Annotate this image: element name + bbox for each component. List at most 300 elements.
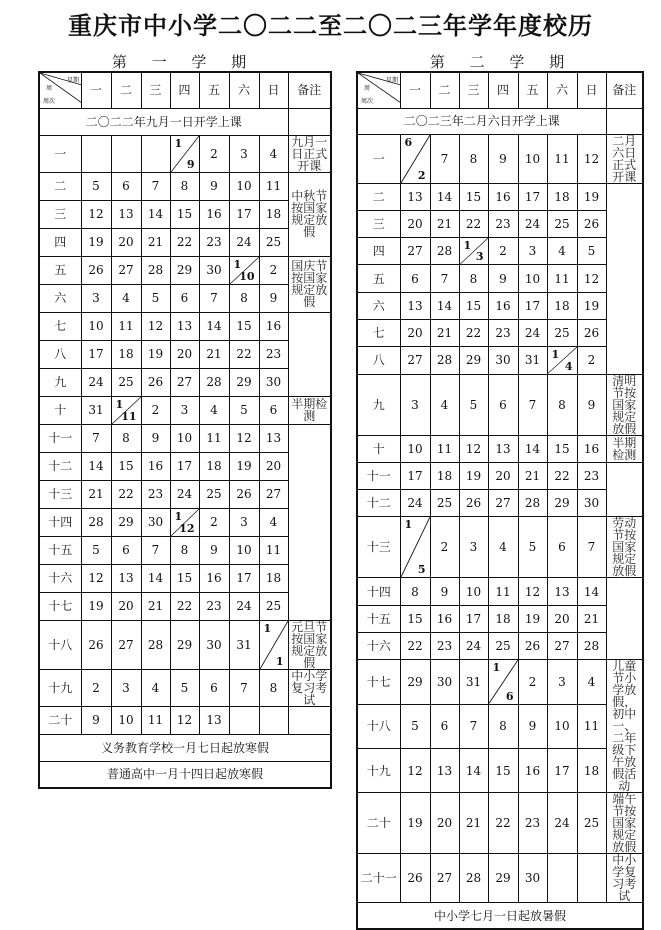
date-cell: 12 (170, 706, 199, 734)
week-row (357, 238, 643, 265)
weekday-header: 四 (170, 72, 199, 108)
week-row (357, 462, 643, 489)
week-row (39, 284, 331, 312)
date-cell: 19 (577, 183, 606, 210)
date-cell: 10 (170, 424, 199, 452)
date-cell: 12 (81, 564, 111, 592)
date-cell: 8 (170, 172, 199, 200)
date-cell: 23 (199, 228, 229, 256)
date-cell: 23 (141, 480, 170, 508)
week-number: 一 (39, 135, 81, 172)
week-row (39, 396, 331, 424)
date-cell: 31 (229, 620, 259, 669)
date-cell: 9 (141, 424, 170, 452)
weekday-header: 二 (430, 72, 459, 108)
date-cell: 6 (430, 704, 459, 748)
remark-cell: 端午节按国家规定放假 (606, 793, 643, 854)
month-number: 1 (275, 654, 284, 668)
date-cell: 30 (518, 854, 547, 903)
week-number: 十七 (357, 660, 400, 704)
month-start-date-cell (488, 660, 518, 704)
date-cell: 7 (229, 669, 259, 706)
date-cell: 17 (518, 183, 547, 210)
week-number: 二 (39, 172, 81, 200)
date-cell: 2 (199, 508, 229, 536)
date-cell: 19 (81, 592, 111, 620)
remarks-cell-blank (606, 108, 643, 134)
week-row (39, 669, 331, 706)
date-cell: 12 (577, 265, 606, 292)
date-cell: 10 (459, 578, 488, 605)
date-cell: 9 (488, 134, 518, 183)
date-cell: 13 (111, 200, 141, 228)
date-cell: 25 (577, 793, 606, 854)
day-number: 6 (404, 135, 413, 149)
date-cell: 9 (518, 704, 547, 748)
date-cell: 14 (430, 183, 459, 210)
date-cell: 4 (547, 238, 577, 265)
date-cell: 11 (141, 706, 170, 734)
date-cell: 5 (170, 669, 199, 706)
holiday-notice: 中小学七月一日起放暑假 (357, 903, 643, 929)
week-number: 十 (357, 435, 400, 462)
semester-2-title: 第 二 学 期 (429, 53, 575, 71)
month-start-date-cell (229, 256, 259, 284)
week-number: 十一 (39, 424, 81, 452)
date-cell: 14 (81, 452, 111, 480)
date-cell: 6 (400, 265, 430, 292)
date-cell: 16 (518, 749, 547, 793)
date-cell: 9 (199, 172, 229, 200)
remark-cell: 中小学复习考试 (288, 669, 331, 706)
weekday-header: 五 (518, 72, 547, 108)
remark-cell (606, 183, 643, 374)
date-cell: 3 (400, 374, 430, 435)
corner-cell (39, 72, 81, 108)
date-cell: 28 (459, 854, 488, 903)
holiday-notice-row (39, 761, 331, 788)
date-cell: 12 (141, 312, 170, 340)
remark-cell: 半期检测 (288, 396, 331, 424)
date-cell: 25 (259, 592, 288, 620)
date-cell: 20 (430, 793, 459, 854)
week-number: 二 (357, 183, 400, 210)
month-start-date-cell (170, 135, 199, 172)
date-cell: 20 (400, 319, 430, 346)
date-cell: 22 (111, 480, 141, 508)
date-cell: 6 (488, 374, 518, 435)
date-cell (81, 135, 111, 172)
week-row (357, 605, 643, 632)
date-cell: 17 (400, 462, 430, 489)
week-row (357, 578, 643, 605)
week-row (39, 592, 331, 620)
date-cell: 21 (81, 480, 111, 508)
date-cell: 15 (547, 435, 577, 462)
date-cell: 7 (459, 704, 488, 748)
date-cell: 30 (199, 256, 229, 284)
holiday-notice: 普通高中一月十四日起放寒假 (39, 761, 331, 788)
date-cell: 6 (547, 517, 577, 578)
week-number: 二十一 (357, 854, 400, 903)
weekday-header: 四 (488, 72, 518, 108)
date-cell: 27 (111, 620, 141, 669)
date-cell: 22 (459, 210, 488, 237)
start-notice-row (357, 108, 643, 134)
date-cell: 16 (430, 605, 459, 632)
date-cell: 9 (430, 578, 459, 605)
date-cell: 11 (430, 435, 459, 462)
date-cell: 29 (111, 508, 141, 536)
semester-2-calendar (356, 71, 644, 930)
date-cell: 9 (577, 374, 606, 435)
date-cell: 26 (400, 854, 430, 903)
month-start-date-cell (170, 508, 199, 536)
week-row (39, 368, 331, 396)
date-cell: 24 (400, 490, 430, 517)
date-cell: 6 (170, 284, 199, 312)
date-cell: 27 (400, 238, 430, 265)
remark-cell (288, 706, 331, 734)
date-cell: 14 (430, 292, 459, 319)
date-cell: 19 (81, 228, 111, 256)
date-cell: 3 (518, 238, 547, 265)
date-cell: 17 (518, 292, 547, 319)
date-cell: 4 (577, 660, 606, 704)
date-cell: 9 (488, 265, 518, 292)
date-cell: 31 (459, 660, 488, 704)
month-number: 2 (417, 168, 426, 182)
date-cell: 22 (229, 340, 259, 368)
date-cell (259, 706, 288, 734)
date-cell: 18 (199, 452, 229, 480)
semester-1-calendar (38, 71, 332, 789)
date-cell: 16 (488, 183, 518, 210)
date-cell: 6 (111, 536, 141, 564)
date-cell: 28 (141, 256, 170, 284)
date-cell: 31 (518, 347, 547, 374)
date-cell: 18 (111, 340, 141, 368)
date-cell (547, 854, 577, 903)
date-cell: 16 (141, 452, 170, 480)
day-number: 1 (492, 661, 501, 675)
date-cell: 21 (199, 340, 229, 368)
date-cell: 16 (259, 312, 288, 340)
date-cell: 22 (547, 462, 577, 489)
date-cell: 3 (111, 669, 141, 706)
date-cell: 7 (430, 265, 459, 292)
week-row (357, 490, 643, 517)
date-cell: 24 (229, 592, 259, 620)
date-cell: 27 (488, 490, 518, 517)
week-number: 十三 (39, 480, 81, 508)
date-cell: 5 (229, 396, 259, 424)
date-cell: 12 (400, 749, 430, 793)
week-number: 十 (39, 396, 81, 424)
remark-cell: 儿童节小学放假，初中一、二年级下午放假活动 (606, 660, 643, 793)
date-cell: 28 (81, 508, 111, 536)
date-cell: 30 (199, 620, 229, 669)
date-cell: 14 (141, 564, 170, 592)
week-row (39, 620, 331, 669)
date-cell: 15 (459, 292, 488, 319)
date-cell: 2 (488, 238, 518, 265)
date-cell: 11 (111, 312, 141, 340)
date-cell: 27 (259, 480, 288, 508)
week-number: 七 (357, 319, 400, 346)
month-number: 3 (475, 250, 484, 264)
date-cell: 25 (430, 490, 459, 517)
date-cell: 29 (170, 256, 199, 284)
week-number: 三 (357, 210, 400, 237)
date-cell: 11 (547, 265, 577, 292)
date-cell: 13 (259, 424, 288, 452)
date-cell: 30 (259, 368, 288, 396)
date-cell: 19 (141, 340, 170, 368)
week-row (357, 854, 643, 903)
date-cell: 20 (547, 605, 577, 632)
date-cell: 5 (459, 374, 488, 435)
date-cell: 10 (547, 704, 577, 748)
date-cell: 8 (488, 704, 518, 748)
date-cell: 8 (459, 265, 488, 292)
date-cell: 11 (259, 536, 288, 564)
date-cell: 7 (518, 374, 547, 435)
date-cell: 15 (111, 452, 141, 480)
week-row (357, 347, 643, 374)
week-row (39, 536, 331, 564)
date-cell: 11 (199, 424, 229, 452)
date-cell: 12 (577, 134, 606, 183)
date-cell: 6 (259, 396, 288, 424)
remark-cell: 中小学复习考试 (606, 854, 643, 903)
date-cell: 18 (547, 183, 577, 210)
holiday-notice: 义务教育学校一月七日起放寒假 (39, 734, 331, 761)
week-row (357, 749, 643, 793)
week-row (39, 312, 331, 340)
week-row (39, 706, 331, 734)
month-number: 4 (564, 359, 573, 373)
date-cell: 12 (81, 200, 111, 228)
date-cell: 15 (459, 183, 488, 210)
date-cell: 13 (430, 749, 459, 793)
day-number: 1 (174, 509, 183, 523)
date-cell: 20 (259, 452, 288, 480)
date-cell: 29 (400, 660, 430, 704)
date-cell: 22 (488, 793, 518, 854)
week-number: 十八 (357, 704, 400, 748)
date-cell: 26 (229, 480, 259, 508)
remark-cell (288, 424, 331, 620)
corner-diagonal-lines (358, 73, 401, 107)
semester-1-title: 第 一 学 期 (111, 53, 257, 71)
date-cell: 14 (459, 749, 488, 793)
date-cell: 3 (229, 135, 259, 172)
date-cell: 5 (577, 238, 606, 265)
date-cell: 27 (430, 854, 459, 903)
date-cell: 3 (229, 508, 259, 536)
date-cell: 21 (459, 793, 488, 854)
week-number: 八 (39, 340, 81, 368)
date-cell: 18 (488, 605, 518, 632)
week-number: 二十 (39, 706, 81, 734)
week-number: 十五 (357, 605, 400, 632)
week-row (39, 200, 331, 228)
date-cell (577, 854, 606, 903)
date-cell: 6 (199, 669, 229, 706)
date-cell: 9 (199, 536, 229, 564)
week-number: 六 (357, 292, 400, 319)
week-number: 十三 (357, 517, 400, 578)
corner-label-week: 周 (364, 85, 371, 93)
date-cell: 28 (141, 620, 170, 669)
week-row (39, 508, 331, 536)
date-cell: 23 (488, 319, 518, 346)
date-cell: 20 (111, 228, 141, 256)
week-number: 十二 (39, 452, 81, 480)
week-number: 十一 (357, 462, 400, 489)
week-number: 十八 (39, 620, 81, 669)
week-number: 十四 (357, 578, 400, 605)
date-cell: 12 (518, 578, 547, 605)
date-cell: 10 (229, 172, 259, 200)
date-cell: 29 (229, 368, 259, 396)
date-cell: 15 (488, 749, 518, 793)
week-number: 七 (39, 312, 81, 340)
date-cell: 12 (229, 424, 259, 452)
week-row (357, 660, 643, 704)
date-cell: 14 (141, 200, 170, 228)
date-cell: 5 (81, 172, 111, 200)
date-cell: 20 (111, 592, 141, 620)
date-cell: 24 (518, 210, 547, 237)
corner-diagonal-lines (40, 73, 82, 107)
week-number: 六 (39, 284, 81, 312)
date-cell: 23 (518, 793, 547, 854)
date-cell: 11 (577, 704, 606, 748)
date-cell: 20 (170, 340, 199, 368)
week-row (357, 704, 643, 748)
header-row (357, 72, 643, 108)
week-number: 十二 (357, 490, 400, 517)
month-number: 12 (179, 521, 195, 535)
date-cell: 26 (577, 319, 606, 346)
date-cell: 19 (577, 292, 606, 319)
corner-label-week-number: 周次 (361, 98, 374, 106)
date-cell: 29 (459, 347, 488, 374)
date-cell (229, 706, 259, 734)
date-cell: 15 (170, 200, 199, 228)
date-cell: 8 (229, 284, 259, 312)
remark-cell: 九月一日正式开课 (288, 135, 331, 172)
corner-cell (357, 72, 400, 108)
week-number: 三 (39, 200, 81, 228)
date-cell: 23 (259, 340, 288, 368)
date-cell: 25 (547, 210, 577, 237)
date-cell: 23 (577, 462, 606, 489)
date-cell: 2 (577, 347, 606, 374)
date-cell: 3 (170, 396, 199, 424)
week-row (39, 340, 331, 368)
date-cell: 18 (259, 200, 288, 228)
date-cell: 17 (229, 564, 259, 592)
date-cell: 8 (400, 578, 430, 605)
remark-cell: 国庆节按国家规定放假 (288, 256, 331, 312)
corner-label-week: 周 (46, 85, 53, 93)
month-start-date-cell (400, 134, 430, 183)
week-row (39, 424, 331, 452)
weekday-header: 一 (81, 72, 111, 108)
week-number: 五 (39, 256, 81, 284)
date-cell: 4 (259, 135, 288, 172)
date-cell: 25 (547, 319, 577, 346)
date-cell: 22 (170, 592, 199, 620)
holiday-notice-row (357, 903, 643, 929)
weekday-header: 六 (229, 72, 259, 108)
date-cell: 8 (111, 424, 141, 452)
remark-cell: 元旦节按国家规定放假 (288, 620, 331, 669)
date-cell: 14 (199, 312, 229, 340)
month-number: 6 (505, 689, 514, 703)
date-cell: 2 (81, 669, 111, 706)
remark-cell: 中秋节按国家规定放假 (288, 172, 331, 256)
week-row (357, 134, 643, 183)
date-cell: 17 (459, 605, 488, 632)
date-cell: 13 (199, 706, 229, 734)
date-cell: 13 (111, 564, 141, 592)
date-cell: 14 (518, 435, 547, 462)
date-cell: 16 (577, 435, 606, 462)
date-cell: 25 (259, 228, 288, 256)
week-number: 十四 (39, 508, 81, 536)
date-cell: 15 (170, 564, 199, 592)
week-number: 十六 (357, 633, 400, 660)
date-cell: 4 (259, 508, 288, 536)
date-cell: 17 (81, 340, 111, 368)
day-number: 1 (174, 136, 183, 150)
date-cell: 20 (488, 462, 518, 489)
date-cell: 4 (199, 396, 229, 424)
date-cell: 17 (229, 200, 259, 228)
date-cell: 28 (577, 633, 606, 660)
date-cell: 10 (400, 435, 430, 462)
week-row (39, 172, 331, 200)
date-cell: 9 (81, 706, 111, 734)
week-row (39, 564, 331, 592)
month-number: 11 (121, 409, 137, 423)
date-cell: 16 (199, 564, 229, 592)
week-row (357, 633, 643, 660)
remark-cell: 二月六日正式开课 (606, 134, 643, 183)
month-start-date-cell (259, 620, 288, 669)
date-cell: 11 (259, 172, 288, 200)
day-number: 1 (551, 348, 560, 362)
week-row (357, 210, 643, 237)
date-cell: 9 (259, 284, 288, 312)
date-cell: 27 (547, 633, 577, 660)
remarks-header: 备注 (288, 72, 331, 108)
start-notice: 二〇二三年二月六日开学上课 (357, 108, 606, 134)
day-number: 1 (404, 518, 413, 532)
date-cell: 4 (488, 517, 518, 578)
weekday-header: 六 (547, 72, 577, 108)
date-cell: 8 (259, 669, 288, 706)
date-cell: 22 (400, 633, 430, 660)
week-number: 十九 (357, 749, 400, 793)
remark-cell: 半期检测 (606, 435, 643, 462)
start-notice: 二〇二二年九月一日开学上课 (39, 108, 288, 135)
month-start-date-cell (111, 396, 141, 424)
